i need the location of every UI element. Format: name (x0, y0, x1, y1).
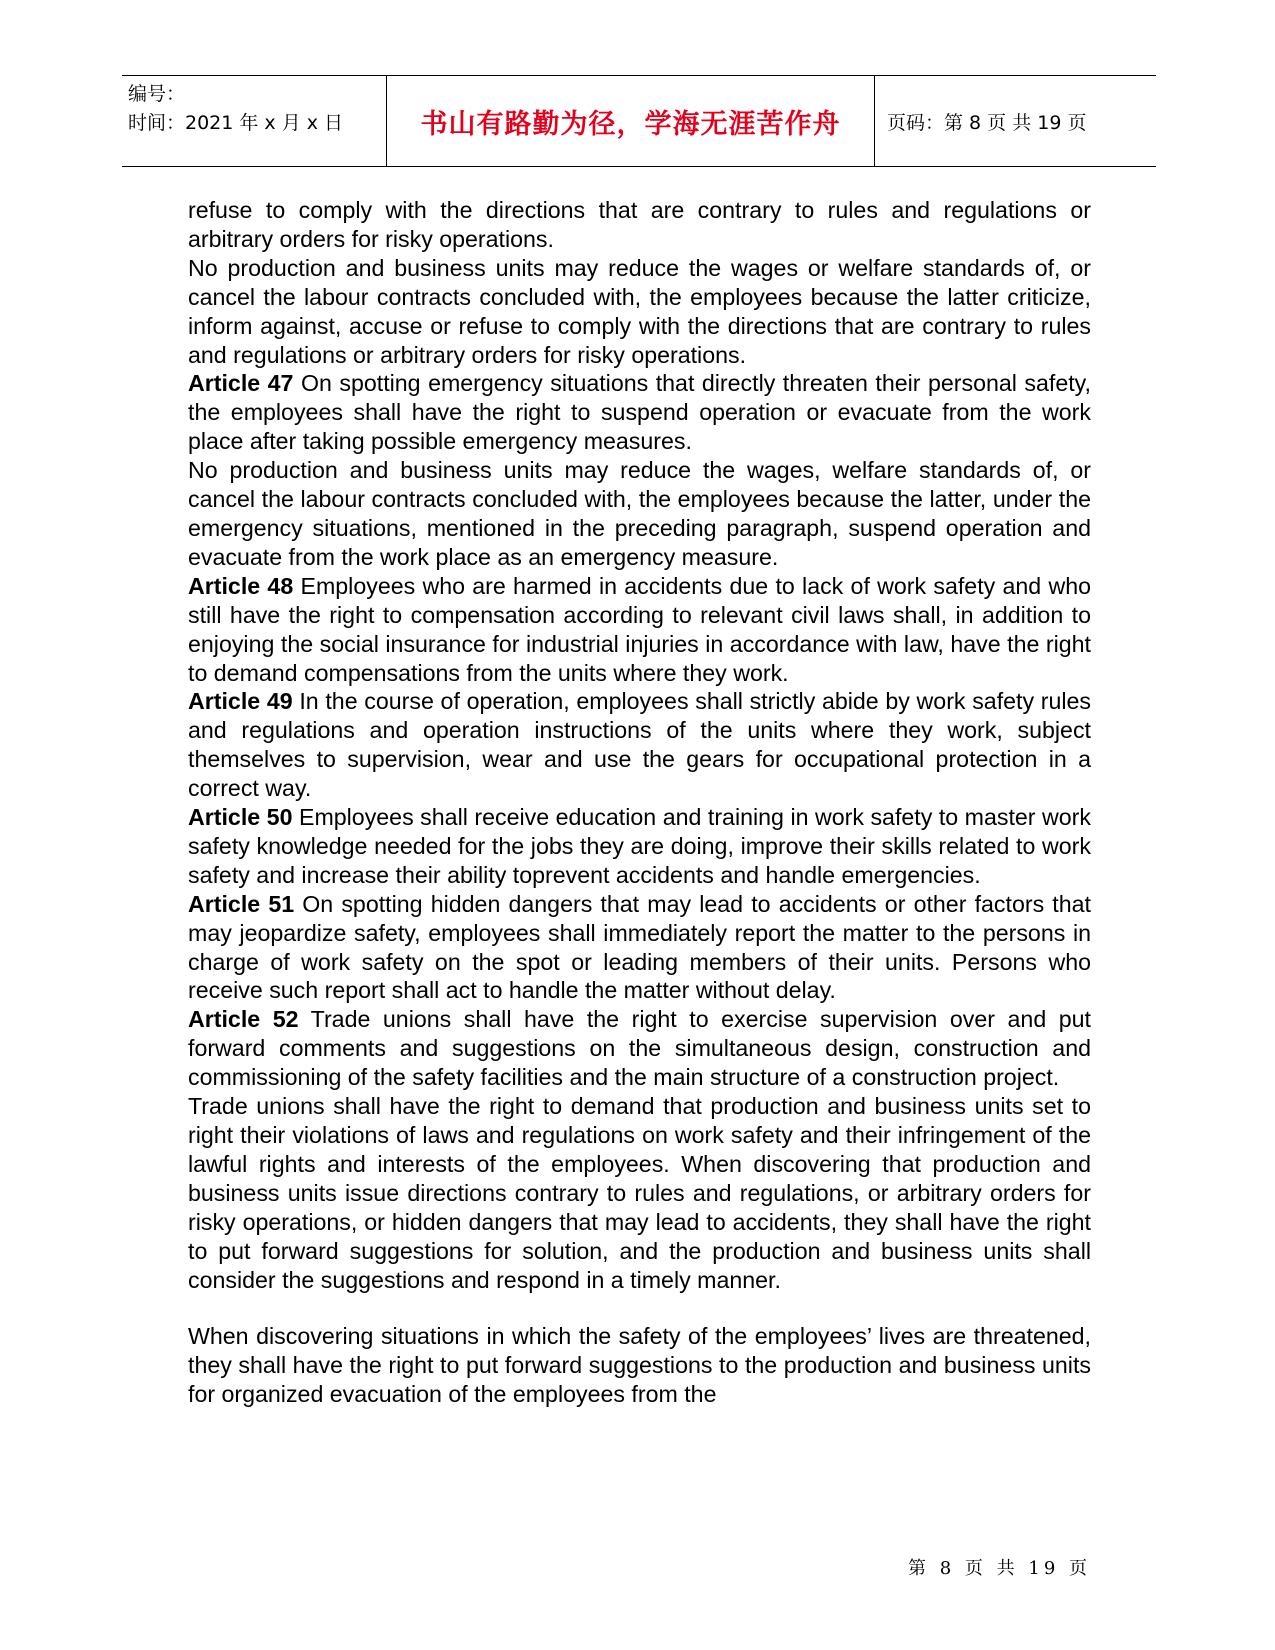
paragraph (188, 254, 1091, 370)
paragraph (188, 456, 1091, 572)
article-label: Article 47 (188, 370, 294, 397)
paragraph-text: Trade unions shall have the right to exercise supervision over and put forward comments and suggestions on the simultaneous design, construction and commissioning of the safety facilities and the main structure of a construction project. (188, 1006, 1092, 1091)
paragraph (188, 803, 1091, 890)
page-footer: 第 8 页 共 19 页 (908, 1558, 1091, 1579)
paragraph-text: Employees shall receive education and training in work safety to master work safety knowledge needed for the jobs they are doing, improve their skills related to work safety and increase their ability toprevent accidents and handle emergencies. (188, 804, 1091, 888)
paragraph (188, 1092, 1091, 1294)
paragraph-text: Trade unions shall have the right to demand that production and business units set to right their violations of laws and regulations on work safety and their infringement of the lawful rights and interests of the employees. When discovering that production and business units issue directions contrary to rules and regulations, or arbitrary orders for risky operations, or hidden dangers that may lead to accidents, they shall have the right to put forward suggestions for solution, and the production and business units shall consider the suggestions and respond in a timely manner. (188, 1093, 1091, 1293)
article-label: Article 51 (188, 890, 295, 917)
header-motto: 书山有路勤为径，学海无涯苦作舟 (386, 76, 875, 166)
paragraph (188, 369, 1091, 456)
header-page-info: 页码：第 8 页 共 19 页 (887, 111, 1087, 134)
paragraph-text: On spotting emergency situations that directly threaten their personal safety, the employees shall have the right to suspend operation or evacuate from the work place after taking possible emergency measures. (188, 370, 1091, 455)
paragraph-text: In the course of operation, employees shall strictly abide by work safety rules and regulations and operation instructions of the units where they work, subject themselves to supervision, wear and use the gears for occupational protection in a correct way. (188, 688, 1092, 802)
document-body (188, 196, 1091, 1409)
document-header (122, 75, 1156, 167)
header-meta (122, 76, 386, 166)
code-label: 编号： (128, 83, 186, 105)
paragraph (188, 572, 1091, 688)
paragraph-text: On spotting hidden dangers that may lead to accidents or other factors that may jeopardize safety, employees shall immediately report the matter to the persons in charge of work safety on the spot or leading members of their units. Persons who receive such report shall act to handle the matter without delay. (188, 890, 1091, 1004)
paragraph (188, 1322, 1091, 1409)
paragraph (188, 1005, 1091, 1092)
paragraph (188, 687, 1091, 803)
paragraph (188, 890, 1091, 1006)
paragraph-text: Employees who are harmed in accidents due to lack of work safety and who still have the right to compensation according to relevant civil laws shall, in addition to enjoying the social insurance for industrial injuries in accordance with law, have the right to demand compensations from the units where they work. (188, 572, 1091, 686)
article-label: Article 50 (188, 804, 293, 831)
time-label: 时间：2021 年 x 月 x 日 (128, 112, 344, 134)
paragraph-text: No production and business units may reduce the wages, welfare standards of, or cancel the labour contracts concluded with, the employees because the latter, under the emergency situations, mentioned in the preceding paragraph, suspend operation and evacuate from the work place as an emergency measure. (188, 457, 1091, 570)
paragraph-text: No production and business units may reduce the wages or welfare standards of, or cancel the labour contracts concluded with, the employees because the latter criticize, inform against, accuse or refuse to comply with the directions that are contrary to rules and regulations or arbitrary orders for risky operations. (188, 254, 1091, 368)
paragraph (188, 196, 1091, 254)
article-label: Article 52 (188, 1006, 299, 1033)
article-label: Article 49 (188, 688, 293, 715)
paragraph-text: When discovering situations in which the safety of the employees’ lives are threatened, they shall have the right to put forward suggestions to the production and business units for organized evacuation of the employees from the (188, 1323, 1091, 1408)
paragraph-text: refuse to comply with the directions that are contrary to rules and regulations or arbitrary orders for risky operations. (188, 197, 1091, 252)
article-label: Article 48 (188, 572, 294, 599)
